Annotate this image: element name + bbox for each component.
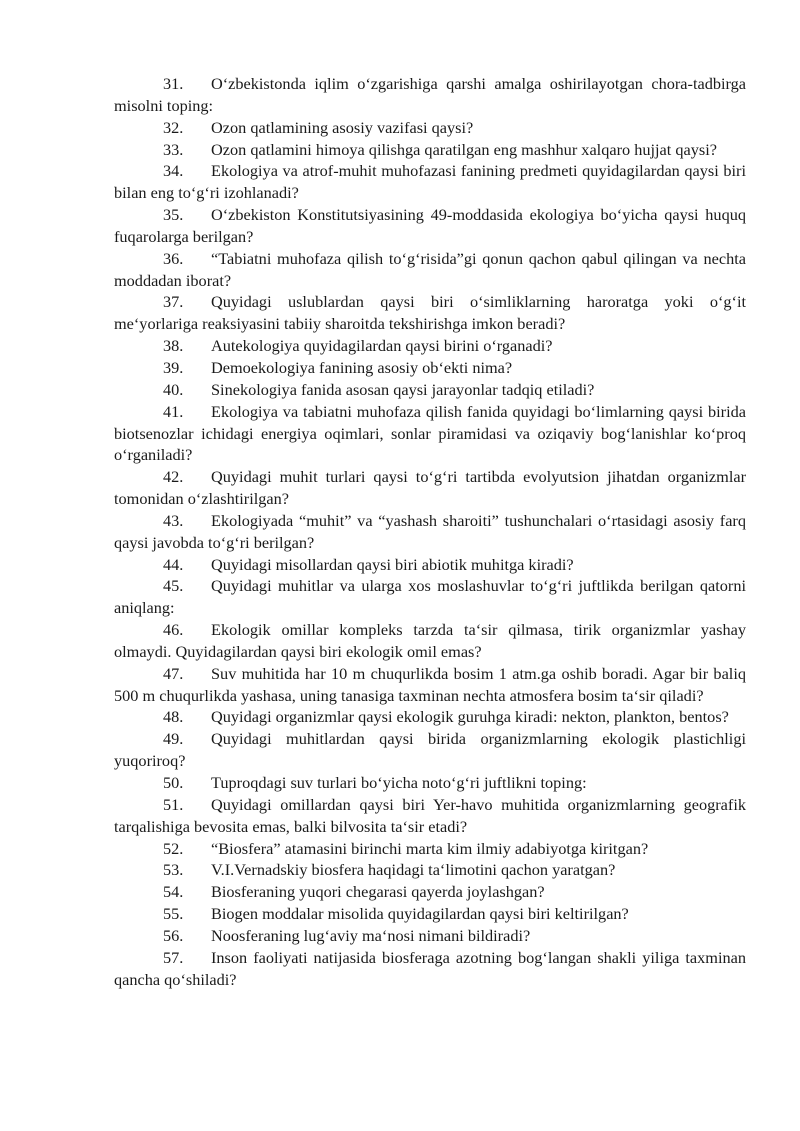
question-text: O‘zbekiston Konstitutsiyasining 49-moddasida ekologiya bo‘yicha qaysi huquq fuqarolarga berilgan? [114, 205, 746, 246]
question-item [114, 510, 746, 554]
question-number: 37. [163, 292, 184, 312]
question-number: 40. [163, 379, 184, 399]
question-text: Sinekologiya fanida asosan qaysi jarayonlar tadqiq etiladi? [211, 379, 595, 399]
question-text: Ekologiya va atrof-muhit muhofazasi fanining predmeti quyidagilardan qaysi biri bilan eng to‘g‘ri izohlanadi? [114, 161, 746, 203]
question-text: Ozon qatlamining asosiy vazifasi qaysi? [211, 117, 474, 137]
question-item [114, 859, 746, 881]
question-item [114, 772, 746, 794]
question-text: Noosferaning lug‘aviy ma‘nosi nimani bildiradi? [211, 925, 531, 945]
question-number: 38. [163, 336, 184, 356]
question-item [114, 728, 746, 772]
question-text: Quyidagi muhit turlari qaysi to‘g‘ri tartibda evolyutsion jihatdan organizmlar tomonidan o‘zlashtirilgan? [114, 467, 746, 509]
question-number: 44. [163, 554, 184, 574]
question-text: Quyidagi misollardan qaysi biri abiotik muhitga kiradi? [211, 554, 574, 574]
question-number: 42. [163, 467, 184, 487]
question-text: Quyidagi omillardan qaysi biri Yer-havo muhitida organizmlarning geografik tarqalishiga bevosita emas, balki bilvosita ta‘sir etadi? [114, 794, 746, 836]
question-number: 39. [163, 357, 184, 377]
question-item [114, 619, 746, 663]
question-number: 56. [163, 925, 184, 945]
question-item [114, 663, 746, 707]
question-number: 51. [163, 794, 184, 814]
question-number: 45. [163, 576, 184, 596]
question-list [114, 73, 746, 990]
question-number: 55. [163, 904, 184, 924]
question-item [114, 335, 746, 357]
question-item [114, 575, 746, 619]
question-text: Suv muhitida har 10 m chuqurlikda bosim 1 atm.ga oshib boradi. Agar bir baliq 500 m chuqurlikda yashasa, uning tanasiga taxminan nechta atmosfera bosim ta‘sir qiladi? [114, 663, 746, 705]
question-number: 33. [163, 139, 184, 159]
question-number: 57. [163, 947, 184, 967]
question-number: 36. [163, 248, 184, 268]
question-text: V.I.Vernadskiy biosfera haqidagi ta‘limotini qachon yaratgan? [211, 860, 616, 880]
question-number: 48. [163, 707, 184, 727]
question-item [114, 379, 746, 401]
question-text: Biogen moddalar misolida quyidagilardan qaysi biri keltirilgan? [211, 904, 629, 924]
question-item [114, 903, 746, 925]
question-text: Biosferaning yuqori chegarasi qayerda joylashgan? [211, 882, 545, 902]
question-text: Ekologiyada “muhit” va “yashash sharoiti” tushunchalari o‘rtasidagi asosiy farq qaysi javobda to‘g‘ri berilgan? [114, 510, 746, 552]
question-item [114, 73, 746, 117]
question-item [114, 466, 746, 510]
question-text: Inson faoliyati natijasida biosferaga azotning bog‘langan shakli yiliga taxminan qancha qo‘shiladi? [114, 947, 746, 989]
question-number: 32. [163, 117, 184, 137]
question-item [114, 794, 746, 838]
question-text: “Biosfera” atamasini birinchi marta kim ilmiy adabiyotga kiritgan? [211, 838, 649, 858]
question-text: Quyidagi muhitlardan qaysi birida organizmlarning ekologik plastichligi yuqoriroq? [114, 729, 746, 771]
question-item [114, 947, 746, 991]
question-item [114, 357, 746, 379]
question-number: 49. [163, 729, 184, 749]
question-text: Quyidagi muhitlar va ularga xos moslashuvlar to‘g‘ri juftlikda berilgan qatorni aniqlang: [114, 576, 746, 618]
question-number: 47. [163, 663, 184, 683]
question-text: Demoekologiya fanining asosiy ob‘ekti nima? [211, 357, 513, 377]
question-item [114, 204, 746, 248]
question-text: Quyidagi organizmlar qaysi ekologik guruhga kiradi: nekton, plankton, bentos? [211, 707, 729, 727]
question-number: 31. [163, 74, 184, 93]
question-item [114, 117, 746, 139]
question-item [114, 554, 746, 576]
question-text: Tuproqdagi suv turlari bo‘yicha noto‘g‘ri juftlikni toping: [211, 773, 587, 792]
question-item [114, 160, 746, 204]
question-number: 54. [163, 882, 184, 902]
question-text: Ekologiya va tabiatni muhofaza qilish fanida quyidagi bo‘limlarning qaysi birida biotsenozlar ichidagi energiya oqimlari, sonlar piramidasi va oziqaviy bog‘lanishlar ko‘proq o‘rganiladi? [114, 401, 746, 465]
question-item [114, 925, 746, 947]
question-number: 46. [163, 620, 184, 640]
question-number: 53. [163, 860, 184, 880]
question-text: Autekologiya quyidagilardan qaysi birini o‘rganadi? [211, 336, 553, 356]
question-text: Ozon qatlamini himoya qilishga qaratilgan eng mashhur xalqaro hujjat qaysi? [211, 139, 717, 159]
question-item [114, 401, 746, 467]
question-text: “Tabiatni muhofaza qilish to‘g‘risida”gi qonun qachon qabul qilingan va nechta moddadan iborat? [114, 248, 746, 290]
question-text: O‘zbekistonda iqlim o‘zgarishiga qarshi amalga oshirilayotgan chora-tadbirga misolni toping: [114, 74, 746, 115]
question-text: Ekologik omillar kompleks tarzda ta‘sir qilmasa, tirik organizmlar yashay olmaydi. Quyidagilardan qaysi biri ekologik omil emas? [114, 620, 746, 661]
question-text: Quyidagi uslublardan qaysi biri o‘simliklarning haroratga yoki o‘g‘it me‘yorlariga reaksiyasini tabiiy sharoitda tekshirishga imkon beradi? [114, 292, 746, 334]
question-number: 50. [163, 773, 184, 792]
question-number: 43. [163, 510, 184, 530]
question-item [114, 291, 746, 335]
question-number: 34. [163, 161, 184, 181]
question-number: 35. [163, 205, 184, 225]
question-number: 52. [163, 838, 184, 858]
question-item [114, 881, 746, 903]
question-item [114, 139, 746, 161]
question-item [114, 706, 746, 728]
question-number: 41. [163, 401, 184, 421]
question-item [114, 248, 746, 292]
question-item [114, 838, 746, 860]
